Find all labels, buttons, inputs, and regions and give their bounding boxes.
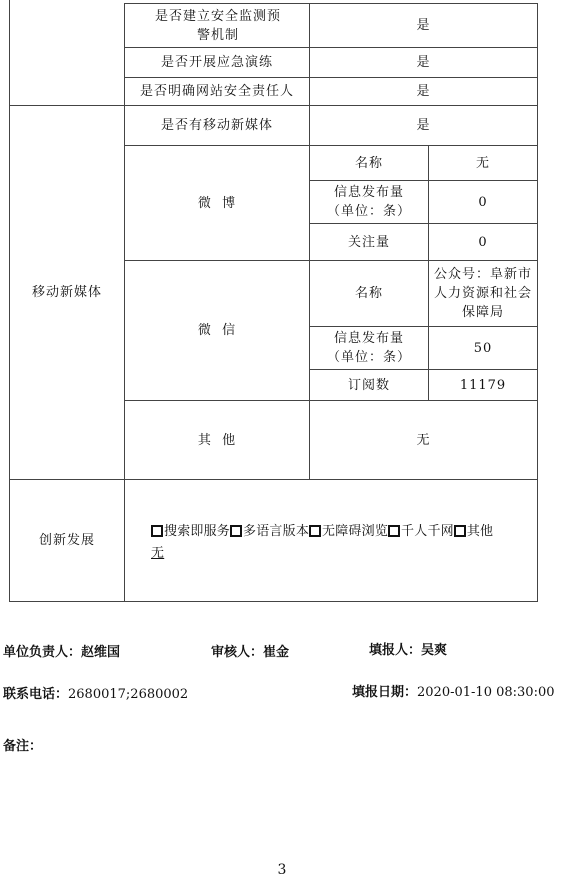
weixin-count-label: 信息发布量（单位：条） [326, 331, 411, 365]
option-search-service: 搜索即服务 [151, 524, 230, 539]
weibo-follow-value: 0 [478, 234, 488, 250]
innovation-other-value: 无 [151, 546, 165, 561]
weixin-name-label: 名称 [354, 286, 383, 301]
filler: 填报人：吴爽 [369, 643, 448, 658]
weixin-sub-value: 11179 [459, 377, 507, 393]
innovation-section-label: 创新发展 [38, 533, 95, 548]
responsible-person: 单位负责人：赵维国 [3, 645, 121, 660]
other-value: 无 [416, 432, 431, 448]
has-mobile-value: 是 [416, 118, 431, 133]
weibo-count-label: 信息发布量（单位：条） [326, 185, 411, 219]
weixin-name-value: 公众号：阜新市人力资源和社会保障局 [434, 267, 533, 320]
weixin-label: 微 信 [197, 323, 237, 338]
weixin-sub-label: 订阅数 [347, 377, 390, 393]
weibo-name-value: 无 [475, 155, 490, 171]
row-monitoring-label: 是否建立安全监测预警机制 [154, 8, 281, 43]
row-monitoring-value: 是 [416, 18, 431, 33]
row-responsible-value: 是 [416, 84, 431, 99]
page-number: 3 [277, 862, 287, 878]
remarks-label: 备注： [3, 739, 43, 754]
checkbox-icon [230, 525, 242, 537]
checkbox-icon [151, 525, 163, 537]
checkbox-icon [454, 525, 466, 537]
weibo-follow-label: 关注量 [347, 234, 390, 250]
option-multilingual: 多语言版本 [230, 524, 309, 539]
option-other: 其他 [454, 524, 493, 539]
reviewer: 审核人：崔金 [211, 645, 290, 660]
weibo-name-label: 名称 [354, 155, 383, 171]
innovation-options [151, 521, 531, 565]
row-responsible-label: 是否明确网站安全责任人 [139, 84, 294, 99]
checkbox-icon [309, 525, 321, 537]
weibo-count-value: 0 [478, 194, 488, 210]
row-drill-label: 是否开展应急演练 [160, 55, 273, 70]
other-label: 其 他 [197, 432, 237, 448]
mobile-section-label: 移动新媒体 [31, 285, 102, 300]
fill-date: 填报日期：2020-01-10 08:30:00 [352, 685, 555, 700]
weibo-label: 微 博 [197, 195, 237, 211]
weixin-count-value: 50 [473, 340, 493, 356]
checkbox-icon [388, 525, 400, 537]
has-mobile-label: 是否有移动新媒体 [160, 118, 273, 133]
option-personalized: 千人千网 [388, 524, 454, 539]
row-drill-value: 是 [416, 55, 431, 70]
option-accessibility: 无障碍浏览 [309, 524, 388, 539]
contact-phone: 联系电话：2680017;2680002 [3, 687, 189, 702]
